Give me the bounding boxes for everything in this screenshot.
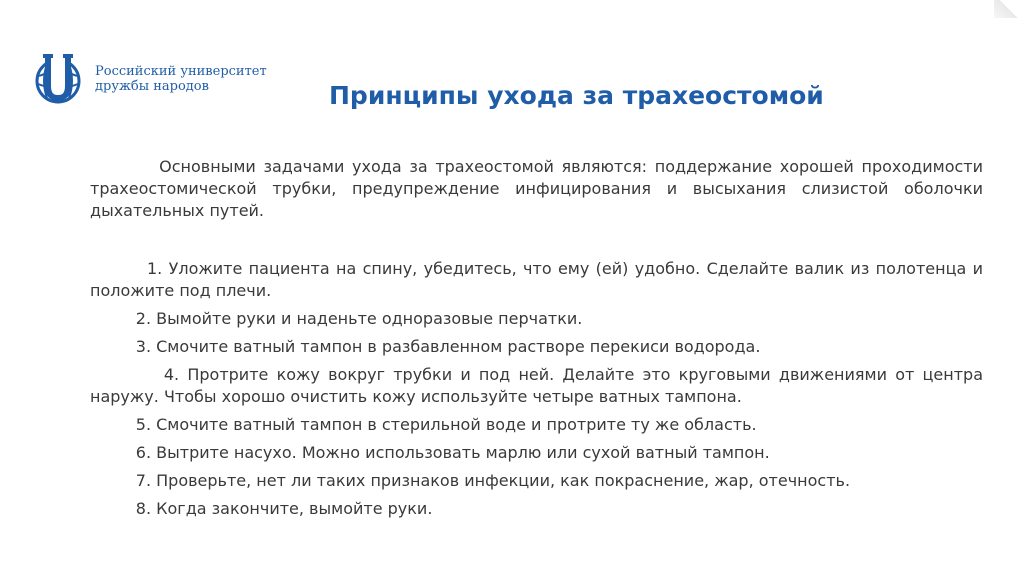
step-text: 1. Уложите пациента на спину, убедитесь, что ему (ей) удобно. Сделайте валик из полотенца и положите под плечи. [90,259,983,300]
step-text: 7. Проверьте, нет ли таких признаков инфекции, как покраснение, жар, отечность. [135,471,851,490]
page-title: Принципы ухода за трахеостомой [329,81,824,110]
intro-text: Основными задачами ухода за трахеостомой являются: поддержание хорошей проходимости трахеостомической трубки, предупреждение инфицирования и высыхания слизистой оболочки дыхательных путей. [90,157,983,220]
university-logo-icon [33,54,87,106]
page-corner-fold [994,0,1024,18]
intro-paragraph [90,156,983,222]
list-item [90,308,983,330]
list-item [90,336,983,358]
step-text: 4. Протрите кожу вокруг трубки и под ней. Делайте это круговыми движениями от центра наружу. Чтобы хорошо очистить кожу используйте четыре ватных тампона. [90,365,983,406]
steps-list [90,258,983,526]
list-item [90,414,983,436]
list-item [90,442,983,464]
university-name [95,64,267,94]
list-item [90,498,983,520]
step-text: 8. Когда закончите, вымойте руки. [135,499,433,518]
list-item [90,470,983,492]
list-item [90,364,983,408]
university-name-line-1: Российский университет [95,64,267,79]
step-text: 5. Смочите ватный тампон в стерильной воде и протрите ту же область. [135,415,757,434]
university-name-line-2: дружбы народов [95,79,209,94]
step-text: 2. Вымойте руки и наденьте одноразовые перчатки. [135,309,583,328]
list-item [90,258,983,302]
step-text: 3. Смочите ватный тампон в разбавленном растворе перекиси водорода. [135,337,761,356]
step-text: 6. Вытрите насухо. Можно использовать марлю или сухой ватный тампон. [135,443,770,462]
